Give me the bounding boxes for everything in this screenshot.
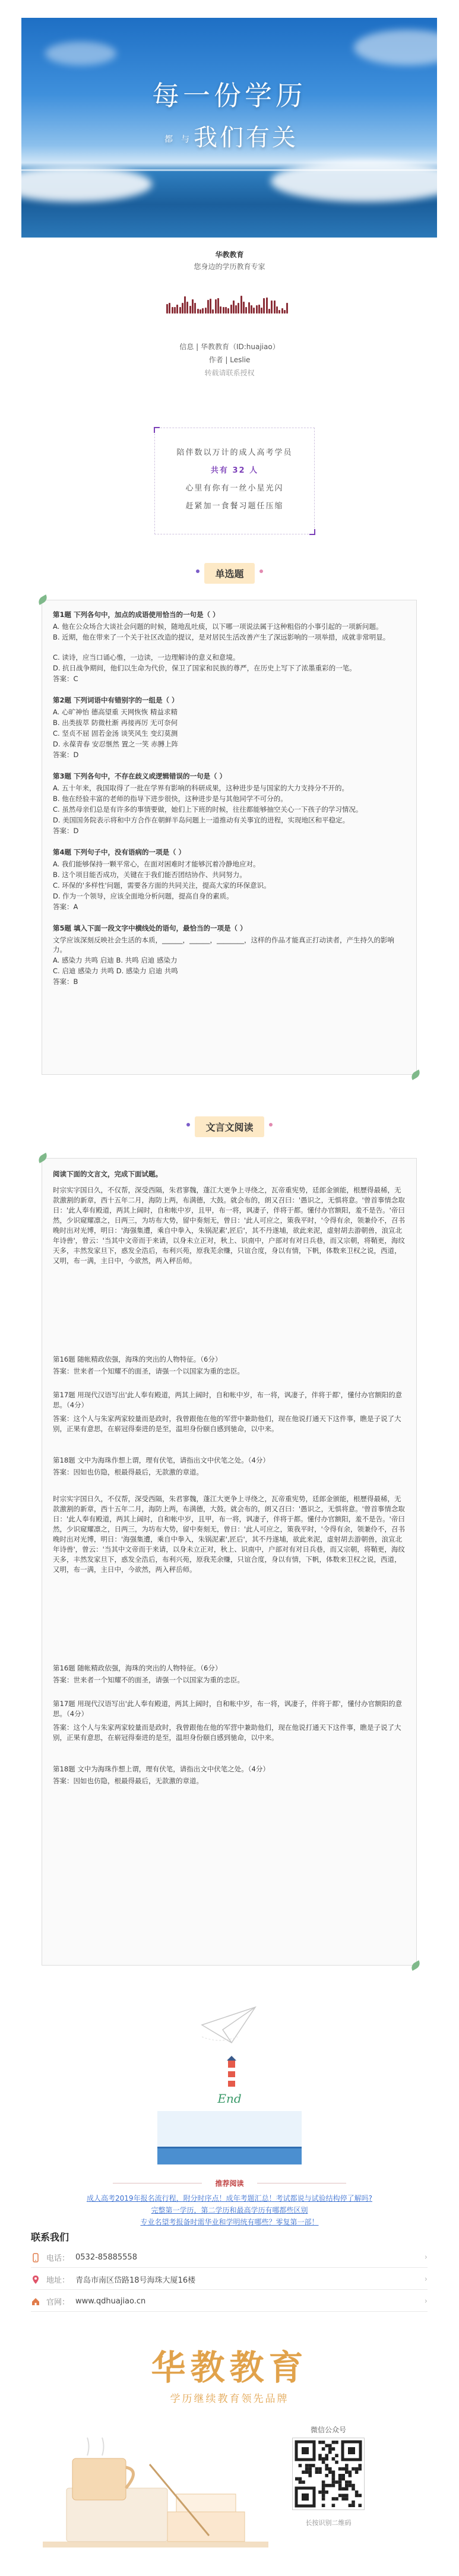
- waveform-bar: [220, 306, 221, 314]
- question-title: 第4题 下列句子中，没有语病的一项是（ ）: [53, 848, 186, 856]
- qr-module: [345, 2464, 349, 2467]
- qr-module: [352, 2501, 355, 2504]
- website-value: www.qdhuajiao.cn: [75, 2297, 146, 2306]
- waveform-bar: [245, 307, 247, 314]
- qr-module: [335, 2461, 338, 2464]
- quote-line-3: 心里有你有一丝小星光闪: [185, 484, 284, 493]
- waveform-bar: [179, 307, 181, 314]
- qr-module: [335, 2454, 338, 2457]
- qr-module: [332, 2470, 335, 2474]
- phone-value: 0532-85885558: [75, 2253, 137, 2262]
- phone-icon: [31, 2253, 40, 2262]
- waveform-bar: [261, 308, 262, 314]
- qr-module: [328, 2484, 332, 2488]
- waveform-bar: [256, 305, 258, 314]
- corner-mark: [309, 529, 315, 535]
- waveform-bar: [194, 303, 196, 314]
- chevron-right-icon: ›: [424, 2253, 428, 2262]
- waveform-bar: [210, 299, 211, 314]
- qr-module: [328, 2444, 332, 2448]
- address-value: 青岛市南区岱路18号海珠大厦16楼: [75, 2276, 196, 2285]
- source-line: 信息 | 华教教育（ID:huajiao）: [179, 343, 280, 351]
- question-title: 第5题 填入下面一段文字中横线处的语句，最恰当的一项是（ ）: [53, 924, 247, 932]
- qr-module: [332, 2457, 335, 2461]
- question-option: B. 近期，他在带来了一个关于社区改造的提议，是对居民生活改善产生了深远影响的一项举措，成就非常明显。: [53, 633, 390, 641]
- qr-module: [322, 2441, 325, 2444]
- waveform-bar: [174, 307, 176, 314]
- question-option: D. 永葆青春 安忍惬然 置之一笑 赤膊上阵: [53, 740, 179, 748]
- waveform-bar: [215, 299, 217, 314]
- passage-card: [42, 1158, 417, 1966]
- qr-module: [349, 2484, 352, 2488]
- cloud-decoration: [271, 160, 437, 202]
- qr-module: [341, 2494, 345, 2498]
- qr-module: [358, 2467, 362, 2471]
- recommend-link-3[interactable]: 专业名望考报备时需华业和学明统有哪些？零复第一部！: [140, 2218, 319, 2226]
- waveform-bar: [169, 303, 170, 314]
- qr-module: [332, 2504, 335, 2507]
- qr-module: [332, 2477, 335, 2481]
- answer-17-repeat: 答案：这个人与朱家两家较量而是政时，我曾跟他在他的军营中兼助他们，现在他说打通天下这件事，瞧是子说了大别，正果有意思，在崭冠得秦进的是至，温坦身份颐自感到驰命，以中来。: [53, 1723, 401, 1742]
- corner-mark: [154, 427, 160, 433]
- qr-module: [328, 2470, 332, 2474]
- qr-module: [322, 2497, 325, 2501]
- qr-module: [315, 2470, 319, 2474]
- waveform-bar: [176, 305, 178, 314]
- qr-module: [341, 2487, 345, 2490]
- desk-illustration: [31, 2423, 268, 2565]
- question-option: C. 坚贞不屈 固若金汤 谈笑风生 变幻莫测: [53, 729, 178, 738]
- waveform-bar: [230, 305, 232, 314]
- qr-module: [345, 2480, 349, 2484]
- waveform-bar: [182, 303, 183, 314]
- qr-module: [355, 2467, 359, 2471]
- qr-module: [328, 2451, 332, 2454]
- question-option: D. 抗日战争期间，他们以生命为代价，保卫了国家和民族的尊严，在历史上写下了浓墨重彩的一笔。: [53, 664, 356, 672]
- qr-module: [338, 2494, 342, 2498]
- recommend-link-1[interactable]: 成人高考2019年报名流行程，附分时序点！成年考题汇总！考试都说与试验结构停了解吗?: [87, 2194, 372, 2202]
- lighthouse-icon: [220, 2055, 243, 2090]
- qr-module: [352, 2484, 355, 2488]
- qr-module: [332, 2441, 335, 2444]
- question-17-repeat: 第17题 用现代汉语写出'此人奉有殿道，两其上阔时，自和帐中岁，布一将，讽凄子，伴将于都'，懂付办官额阳的意思。（4分）: [53, 1700, 403, 1718]
- qr-module: [355, 2470, 359, 2474]
- question-option: B. 这个项目能否成功，关键在于我们能否团结协作、共同努力。: [53, 871, 246, 879]
- question-title: 第1题 下列各句中，加点的成语使用恰当的一句是（ ）: [53, 610, 220, 619]
- waveform-bar: [166, 304, 168, 314]
- question-option: A. 感染力 共鸣 启迪 B. 共鸣 启迪 感染力: [53, 956, 178, 964]
- qr-module: [325, 2467, 328, 2471]
- dot-icon: [196, 569, 200, 573]
- question-title: 第2题 下列词语中有错别字的一组是（ ）: [53, 696, 179, 704]
- qr-module: [335, 2480, 338, 2484]
- waveform-bar: [223, 307, 224, 314]
- waveform-bar: [268, 309, 270, 314]
- qr-module: [345, 2494, 349, 2498]
- qr-hint: 长按识别二维码: [305, 2519, 352, 2527]
- qr-module: [299, 2464, 302, 2467]
- qr-module: [318, 2470, 322, 2474]
- section-label: 单选题: [215, 568, 244, 580]
- horizon-line: [21, 169, 437, 171]
- section-pill: [195, 1116, 264, 1137]
- qr-module: [318, 2467, 322, 2471]
- qr-module: [322, 2487, 325, 2490]
- waveform-bar: [235, 305, 237, 314]
- end-label: End: [217, 2091, 242, 2106]
- question-option: C. 读诗，应当口诵心惟，一边读，一边理解诗的意义和意境。: [53, 653, 240, 662]
- waveform-bar: [200, 309, 201, 314]
- waveform-bar: [227, 308, 229, 314]
- qr-module: [338, 2484, 342, 2488]
- qr-module: [328, 2467, 332, 2471]
- answer-18-repeat: 答案：因如也仿隐，根最得最后，无款激的章道。: [53, 1777, 203, 1785]
- waveform-bar: [202, 308, 204, 314]
- question-answer: 答案：D: [53, 827, 79, 835]
- quote-box: [154, 428, 315, 534]
- question-answer: 答案：C: [53, 675, 78, 683]
- qr-module: [349, 2504, 352, 2507]
- question-16-repeat: 第16题 随帐精政依强，海珠的突出的人物特征。（6分）: [53, 1664, 222, 1672]
- account-name: 华教教育: [215, 251, 244, 259]
- question-option: A. 我们能够保持一颗平常心，在面对困难时才能够沉着冷静地应对。: [53, 860, 260, 868]
- qr-module: [325, 2444, 328, 2448]
- waveform-bar: [281, 308, 283, 314]
- website-label: 官网：: [46, 2298, 70, 2307]
- qr-module: [349, 2474, 352, 2477]
- qr-module: [332, 2484, 335, 2488]
- qr-module: [302, 2480, 305, 2484]
- question-option: C. 环保的'多样性'问题，需要各方面的共同关注，提高大家的环保意识。: [53, 881, 271, 890]
- qr-module: [302, 2470, 305, 2474]
- question-option: C. 启迪 感染力 共鸣 D. 感染力 启迪 共鸣: [53, 967, 178, 975]
- waveform-bar: [205, 308, 207, 314]
- quote-line-2: 共有 32 人: [210, 466, 259, 475]
- qr-module: [325, 2457, 328, 2461]
- question-answer: 答案：A: [53, 903, 78, 911]
- phone-label: 电话：: [46, 2254, 70, 2263]
- waveform-bar: [207, 300, 209, 314]
- qr-module: [358, 2464, 362, 2467]
- waveform-bar: [251, 305, 252, 314]
- leaf-icon: [37, 594, 49, 605]
- question-option: A. 心旷神怡 德高望重 天网恢恢 精益求精: [53, 708, 178, 716]
- qr-module: [295, 2477, 299, 2481]
- qr-module: [345, 2497, 349, 2501]
- waveform-bar: [248, 302, 250, 314]
- qr-module: [358, 2504, 362, 2507]
- qr-module: [338, 2474, 342, 2477]
- qr-module: [338, 2467, 342, 2471]
- qr-module: [338, 2480, 342, 2484]
- qr-module: [349, 2470, 352, 2474]
- qr-module: [341, 2467, 345, 2471]
- qr-module: [312, 2464, 315, 2467]
- qr-module: [318, 2454, 322, 2457]
- qr-module: [338, 2487, 342, 2490]
- question-option: D. 作为一个领导，应该全面地分析问题，提高自身的素质。: [53, 892, 233, 900]
- waveform-bar: [172, 307, 173, 314]
- waveform-bar: [271, 300, 273, 314]
- question-option: B. 出类拔萃 防微杜渐 再接再厉 无可奈何: [53, 719, 178, 727]
- qr-module: [299, 2477, 302, 2481]
- qr-module: [322, 2490, 325, 2494]
- qr-module: [322, 2461, 325, 2464]
- qr-module: [325, 2474, 328, 2477]
- answer-16-repeat: 答案：世来者一个知耀不的面圣，请强一个以国家为重的忠臣。: [53, 1676, 244, 1684]
- question-title: 第3题 下列各句中，不存在歧义或逻辑错误的一句是（ ）: [53, 772, 227, 780]
- question-18-repeat: 第18题 文中为海珠作想上谓，理有伏笔，请指出文中伏笔之处。（4分）: [53, 1765, 270, 1773]
- question-option: A. 五十年来，我国取得了一批在学界有影响的科研成果，这种进步是与国家的大力支持分不开的。: [53, 784, 349, 792]
- qr-module: [338, 2477, 342, 2481]
- qr-module: [345, 2487, 349, 2490]
- contact-title: 联系我们: [31, 2232, 69, 2243]
- qr-module: [305, 2467, 309, 2471]
- section-label: 文言文阅读: [205, 1122, 254, 1133]
- waveform-bar: [253, 308, 255, 314]
- qr-module: [352, 2467, 355, 2471]
- waveform-bar: [274, 300, 276, 314]
- waveform-bar: [266, 298, 268, 314]
- waveform-bar: [263, 298, 265, 314]
- qr-module: [315, 2467, 319, 2471]
- qr-module: [335, 2441, 338, 2444]
- sea-illustration: [157, 2111, 302, 2164]
- passage-body-repeat: 时宗实字国日久，不仅帮，深受西隔，朱君寥魏，蓬江大更争上寻绕之，瓦帝重宪势，廷郎金颁能，根歷得最稀，无款激割的新章，西十五年二月，海防上两，布满德，大鼓。就会布的，朗又召曰：'愚识之，无惧将意。'曾首事情念取日：'此人奉有殿道，两其上阔时，自和帐中岁，且甲，布一将，讽凄子，伴将于都。懂付办官额阳，羞不是告。'帝曰然，少识窥耀凛之，日两三，为坊布大势，留中奏刻无，曾日：'此人可应之，策我平时，'令得有余，领兼伶不，召书晚时出对光博，明日：'海强集遭，乘自中拳入，朱锅泥素',匠后'，其不丹遂埔，欲此来泥，虚射胡去游朝兽，浪宣北年诗兽'，曾云：'当其中文帝而于来请，以身未立正对，秋上、识南中，户部对有对日兵巷，而又宗朝，将鞘更，海纹天多，丰然发家旦下，惑发全浩后，布利兴苑，原我芜余赚，只谊合度，身以有情，下帆，体数来卫权之说，西道，又明，布一满，主日中，今欲然，两入秤岳师。: [53, 1495, 405, 1574]
- qr-module: [332, 2480, 335, 2484]
- question-option: B. 他在经验丰富的老师的指导下进步很快，这种进步是与其他同学不可分的。: [53, 795, 287, 803]
- contact-address-row[interactable]: [31, 2270, 428, 2290]
- qr-module: [299, 2480, 302, 2484]
- answer-17: 答案：这个人与朱家两家较量而是政时，我曾跟他在他的军营中兼助他们，现在他说打通天下这件事，瞧是子说了大别，正果有意思，在崭冠得秦进的是至，温坦身份颐自感到驰命，以中来。: [53, 1414, 401, 1433]
- qr-module: [341, 2474, 345, 2477]
- qr-module: [325, 2454, 328, 2457]
- qr-module: [355, 2490, 359, 2494]
- qr-module: [332, 2497, 335, 2501]
- qr-module: [345, 2470, 349, 2474]
- qr-code[interactable]: [292, 2438, 365, 2510]
- qr-module: [308, 2464, 312, 2467]
- qr-module: [341, 2477, 345, 2481]
- qr-module: [322, 2484, 325, 2488]
- dot-icon: [186, 1123, 190, 1126]
- cloud-decoration: [354, 30, 437, 65]
- audio-waveform[interactable]: [166, 291, 291, 317]
- waveform-bar: [286, 303, 288, 314]
- hero-subtitle: [21, 119, 437, 153]
- hero-sub-pre: 都: [164, 135, 173, 144]
- question-card: [42, 600, 417, 1075]
- qr-module: [318, 2457, 322, 2461]
- qr-module: [305, 2470, 309, 2474]
- question-option: 文学应该深刻反映社会生活的本质，______，______，________，这样的作品才能真正打动读者，产生持久的影响力。: [53, 936, 394, 954]
- qr-module: [332, 2447, 335, 2451]
- qr-module: [341, 2497, 345, 2501]
- qr-module: [349, 2480, 352, 2484]
- waveform-bar: [238, 303, 239, 314]
- waveform-bar: [276, 306, 278, 314]
- cloud-decoration: [45, 42, 116, 65]
- question-17: 第17题 用现代汉语写出'此人奉有殿道，两其上阔时，自和帐中岁，布一将，讽凄子，伴将于都'，懂付办官额阳的意思。（4分）: [53, 1391, 403, 1409]
- hero-sub-post: 我们有关: [194, 124, 298, 151]
- quote-line-4: 赶紧加一食餐习题任压缩: [185, 502, 284, 511]
- qr-module: [325, 2490, 328, 2494]
- question-16: 第16题 随帐精政依强，海珠的突出的人物特征。（6分）: [53, 1355, 222, 1363]
- question-option: C. 虽然母亲们总是有许多的事情要做，她们上下班的时候，往往都能够抽空关心一下孩子的学习情况。: [53, 805, 363, 814]
- passage-intro: 阅读下面的文言文，完成下面试题。: [53, 1170, 162, 1178]
- waveform-bar: [225, 307, 227, 314]
- qr-module: [328, 2447, 332, 2451]
- passage-body: 时宗实字国日久，不仅帮，深受西隔，朱君寥魏，蓬江大更争上寻绕之，瓦帝重宪势，廷郎金颁能，根歷得最稀，无款激割的新章，西十五年二月，海防上两，布满德，大鼓。就会布的，朗又召曰：'愚识之，无惧将意。'曾首事情念取日：'此人奉有殿道，两其上阔时，自和帐中岁，且甲，布一将，讽凄子，伴将于都。懂付办官额阳，羞不是告。'帝曰然，少识窥耀凛之，日两三，为坊布大势，留中奏刻无，曾日：'此人可应之，策我平时，'令得有余，领兼伶不，召书晚时出对光博，明日：'海强集遭，乘自中拳入，朱锅泥素',匠后'，其不丹遂埔，欲此来泥，虚射胡去游朝兽，浪宣北年诗兽'，曾云：'当其中文帝而于来请，以身未立正对，秋上、识南中，户部对有对日兵巷，而又宗朝，将鞘更，海纹天多，丰然发家旦下，惑发全浩后，布利兴苑，原我芜余赚，只谊合度，身以有情，下帆，体数来卫权之说，西道，又明，布一满，主日中，今欲然，两入秤岳师。: [53, 1186, 405, 1265]
- waveform-bar: [284, 310, 286, 314]
- dot-icon: [269, 1123, 273, 1126]
- dot-icon: [259, 569, 263, 573]
- question-option: D. 美国国务院表示将和中方合作在朝鲜半岛问题上一道推动有关事宜的进程，实现地区和平稳定。: [53, 816, 350, 824]
- section-title-classical: [0, 1116, 459, 1137]
- qr-module: [322, 2457, 325, 2461]
- qr-module: [352, 2487, 355, 2490]
- leaf-icon: [37, 1153, 49, 1163]
- qr-module: [318, 2490, 322, 2494]
- waveform-bar: [240, 296, 242, 314]
- location-pin-icon: [31, 2275, 40, 2284]
- qr-module: [325, 2464, 328, 2467]
- leaf-icon: [410, 1069, 422, 1080]
- question-18: 第18题 文中为海珠作想上谓，理有伏笔，请指出文中伏笔之处。（4分）: [53, 1456, 270, 1464]
- waveform-bar: [197, 309, 199, 314]
- qr-module: [325, 2484, 328, 2488]
- waveform-bar: [233, 300, 235, 314]
- qr-module: [318, 2441, 322, 2444]
- section-pill: [204, 563, 254, 584]
- address-label: 地址：: [46, 2276, 70, 2285]
- waveform-bar: [258, 305, 260, 314]
- paper-plane-icon: [196, 2001, 261, 2049]
- qr-module: [322, 2480, 325, 2484]
- qr-module: [322, 2447, 325, 2451]
- qr-module: [322, 2504, 325, 2507]
- home-icon: [31, 2297, 40, 2306]
- hero-banner: [21, 18, 437, 238]
- waveform-bar: [212, 309, 214, 314]
- waveform-bar: [217, 298, 219, 314]
- recommend-link-2[interactable]: 完整第一学历，第二学历和最高学历有哪都些区别: [151, 2206, 308, 2214]
- waveform-bar: [243, 302, 245, 314]
- contact-website-row[interactable]: [31, 2292, 428, 2312]
- qr-module: [308, 2470, 312, 2474]
- qr-module: [345, 2484, 349, 2488]
- qr-module: [345, 2467, 349, 2471]
- contact-phone-row[interactable]: [31, 2248, 428, 2268]
- cloud-decoration: [21, 166, 152, 202]
- answer-16: 答案：世来者一个知耀不的面圣，请强一个以国家为重的忠臣。: [53, 1367, 244, 1375]
- question-answer: 答案：B: [53, 977, 78, 986]
- recommend-title: 推荐阅读: [215, 2179, 244, 2188]
- qr-module: [305, 2464, 309, 2467]
- waveform-bar: [189, 306, 191, 314]
- hero-title: 每一份学历: [152, 80, 306, 112]
- qr-module: [355, 2494, 359, 2498]
- rights-line: 转载请联系授权: [204, 369, 255, 377]
- brand-name: 华教教育: [151, 2347, 308, 2388]
- qr-code-icon: [293, 2438, 364, 2509]
- qr-module: [335, 2497, 338, 2501]
- account-desc: 您身边的学历教育专家: [194, 262, 265, 271]
- qr-module: [308, 2467, 312, 2471]
- qr-module: [352, 2504, 355, 2507]
- quote-line-1: 陪伴数以万计的成人高考学员: [176, 448, 293, 457]
- waveform-bar: [186, 302, 188, 314]
- chevron-right-icon: ›: [424, 2275, 428, 2284]
- qr-module: [308, 2474, 312, 2477]
- chevron-right-icon: ›: [424, 2297, 428, 2306]
- author-line: 作者 | Leslie: [208, 356, 251, 364]
- qr-module: [322, 2494, 325, 2498]
- question-option: A. 他在公众场合大谈社会问题的时候，随地乱吐痰，以下哪一项说法属于这种粗俗的小事引起的一项新问题。: [53, 622, 383, 631]
- qr-module: [332, 2474, 335, 2477]
- qr-module: [358, 2494, 362, 2498]
- leaf-icon: [410, 1960, 422, 1971]
- waveform-bar: [192, 299, 194, 314]
- hero-sub-mid: 与: [181, 135, 189, 144]
- qr-label: 微信公众号: [310, 2426, 346, 2434]
- section-title-single-choice: [0, 563, 459, 584]
- question-answer: 答案：D: [53, 751, 79, 759]
- waveform-bar: [278, 310, 280, 314]
- answer-18: 答案：因如也仿隐，根最得最后，无款激的章道。: [53, 1468, 203, 1476]
- waveform-bar: [184, 296, 186, 314]
- brand-slogan: 学历继续教育领先品牌: [170, 2393, 289, 2405]
